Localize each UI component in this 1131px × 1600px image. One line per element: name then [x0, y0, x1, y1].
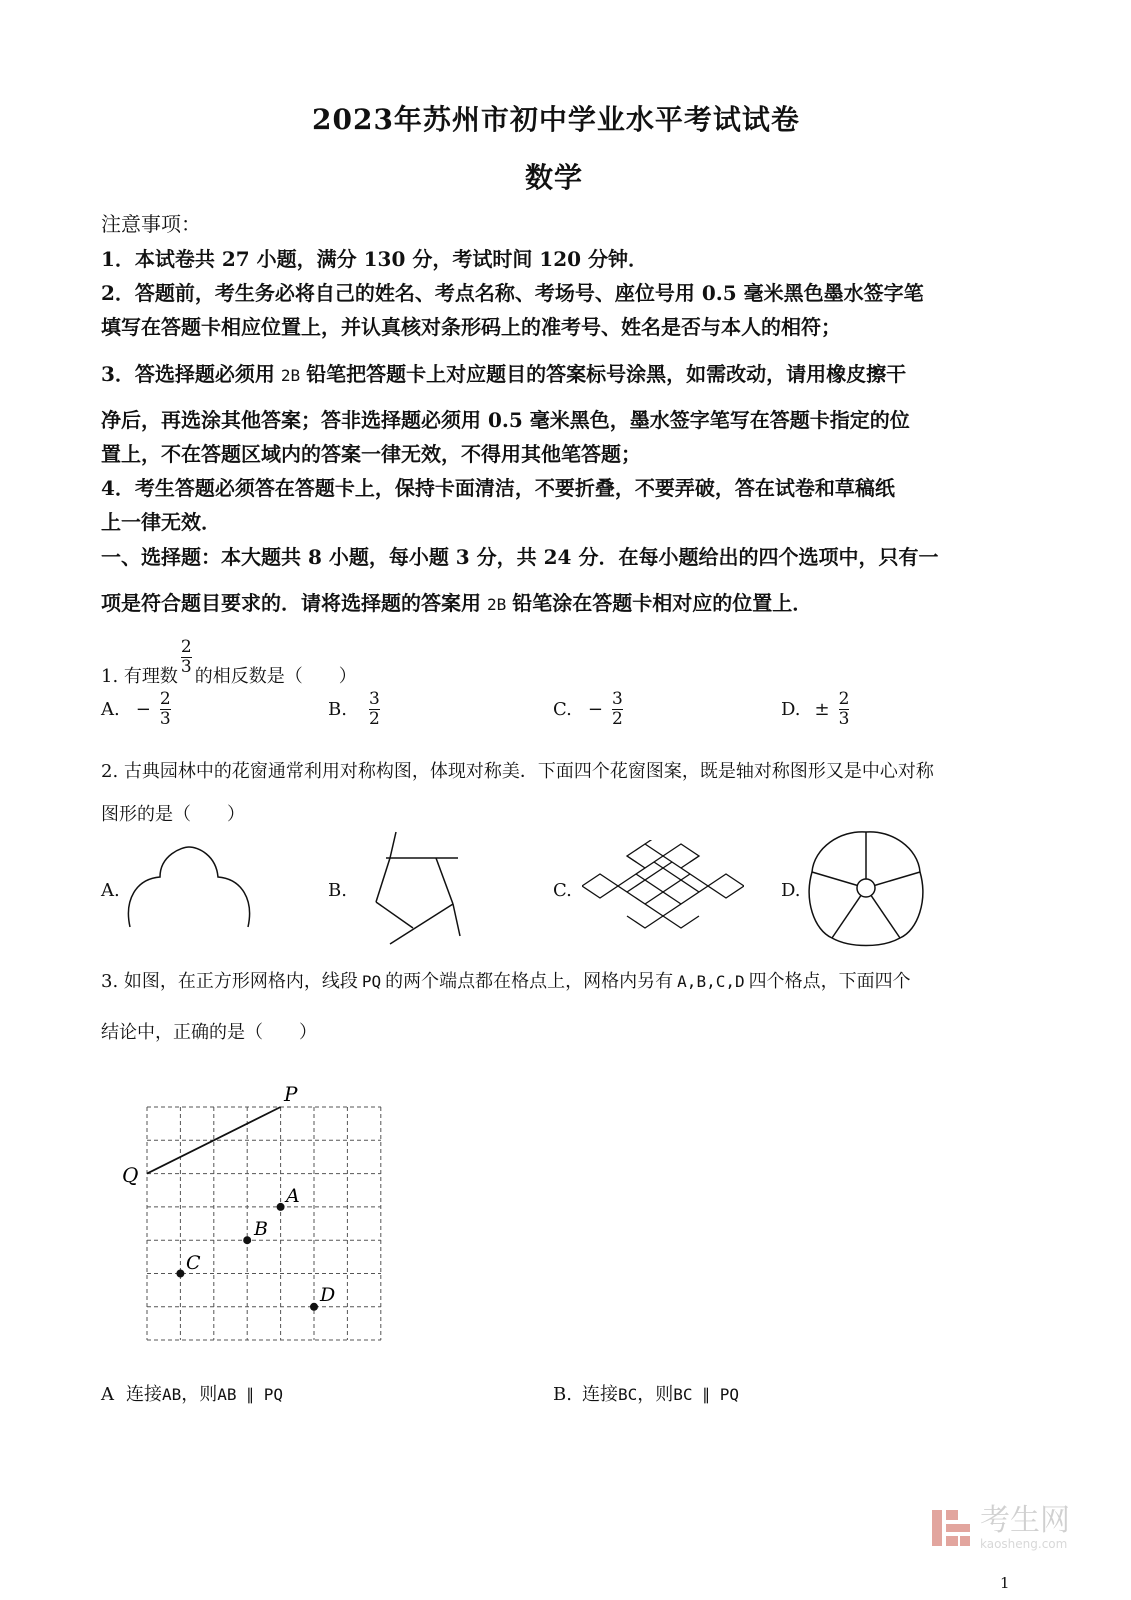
q1-suffix: 的相反数是（ ）	[194, 666, 357, 687]
q2-option-d-label[interactable]: D.	[781, 880, 801, 901]
q1-option-c-sign: −	[587, 699, 603, 720]
exam-title: 2023年苏州市初中学业水平考试试卷	[312, 103, 800, 136]
q3-option-b[interactable]	[553, 1380, 739, 1406]
q3-option-b-text: 连接	[581, 1384, 618, 1405]
q3-option-a[interactable]	[101, 1380, 283, 1406]
q1-option-b[interactable]	[328, 690, 383, 729]
q2-option-c-label[interactable]: C.	[553, 880, 572, 901]
q1-option-c-frac	[612, 690, 623, 729]
q3-grid-figure	[110, 1075, 400, 1350]
q1-option-d-num: 2	[838, 689, 850, 709]
watermark-url: kaosheng.com	[980, 1537, 1068, 1551]
watermark-logo-icon	[930, 1506, 974, 1550]
q2-option-a-label[interactable]: A.	[101, 880, 120, 901]
q3-point-a	[277, 1203, 285, 1211]
q3-option-b-label: B.	[553, 1384, 572, 1405]
pencil-label: 2B	[280, 366, 301, 385]
section1-line2a: 项是符合题目要求的．请将选择题的答案用	[101, 591, 481, 615]
q1-option-a-den: 3	[159, 709, 171, 729]
q1-option-b-frac	[369, 690, 380, 729]
q1-option-a[interactable]	[101, 690, 174, 729]
notice-line-5: 净后，再选涂其他答案；答非选择题必须用 0.5 毫米黑色，墨水签字笔写在答题卡指定的位	[101, 408, 910, 432]
q1-prefix: 1. 有理数	[101, 666, 178, 687]
q2-figure-d	[806, 830, 926, 948]
q2-line2: 图形的是（ ）	[101, 804, 245, 825]
section1-line1: 一、选择题：本大题共 8 小题，每小题 3 分，共 24 分．在每小题给出的四个选项中，只有一	[101, 545, 939, 569]
q3-option-b-then: ，则	[637, 1384, 674, 1405]
q3-option-a-seg: AB	[162, 1385, 182, 1404]
q1-fraction	[181, 638, 192, 677]
section1-line2b: 铅笔涂在答题卡相对应的位置上．	[512, 591, 813, 615]
subject-title: 数学	[525, 161, 584, 194]
q3-option-a-text: 连接	[126, 1384, 162, 1405]
notice-line-7: 4．考生答题必须答在答题卡上，保持卡面清洁，不要折叠，不要弄破，答在试卷和草稿纸	[101, 476, 895, 500]
q1-option-c[interactable]	[553, 690, 626, 729]
q2-line1: 2. 古典园林中的花窗通常利用对称构图，体现对称美．下面四个花窗图案，既是轴对称图形又是中心对称	[101, 761, 934, 782]
q3-option-b-rel: BC ∥ PQ	[673, 1385, 740, 1404]
q1-option-b-num: 3	[368, 689, 380, 709]
q1-option-d-sign: ±	[814, 699, 830, 720]
q1-option-d-den: 3	[838, 709, 850, 729]
q3-pq: PQ	[361, 972, 382, 991]
watermark	[930, 1505, 1070, 1551]
notice-line-3: 填写在答题卡相应位置上，并认真核对条形码上的准考号、姓名是否与本人的相符；	[101, 315, 841, 339]
watermark-cn: 考生网	[980, 1503, 1070, 1538]
q3-label-a: A	[286, 1185, 300, 1207]
q3-point-c	[176, 1270, 184, 1278]
q3-point-b	[243, 1236, 251, 1244]
q3-option-b-seg: BC	[617, 1385, 638, 1404]
q1-option-c-num: 3	[611, 689, 623, 709]
q3-label-b: B	[254, 1218, 268, 1240]
q1-option-b-den: 2	[368, 709, 380, 729]
notice-heading: 注意事项：	[101, 212, 201, 236]
q3-label-c: C	[186, 1252, 201, 1274]
q3-line1a: 3. 如图，在正方形网格内，线段	[101, 971, 358, 992]
q2-option-b-label[interactable]: B.	[328, 880, 347, 901]
q3-label-d: D	[320, 1284, 336, 1306]
q2-figure-a	[122, 845, 257, 930]
q1-option-a-sign: −	[135, 699, 151, 720]
q2-figure-c	[582, 840, 744, 932]
q1-option-d[interactable]	[781, 690, 852, 729]
q1-option-b-label: B.	[328, 699, 347, 720]
notice-line-4b: 铅笔把答题卡上对应题目的答案标号涂黑，如需改动，请用橡皮擦干	[306, 362, 907, 386]
q3-option-a-label: A	[101, 1384, 114, 1405]
q1-num: 2	[180, 636, 192, 657]
q1-option-c-label: C.	[553, 699, 572, 720]
q3-line1	[101, 967, 911, 993]
q3-point-d	[310, 1303, 318, 1311]
q1-option-c-den: 2	[611, 709, 623, 729]
q3-line1b: 的两个端点都在格点上，网格内另有	[385, 971, 674, 992]
notice-line-4a: 3．答选择题必须用	[101, 362, 275, 386]
section1-line2	[101, 587, 812, 616]
q1-option-a-label: A.	[101, 699, 120, 720]
q3-label-p: P	[284, 1082, 298, 1106]
q3-line2: 结论中，正确的是（ ）	[101, 1022, 317, 1043]
q3-points: A,B,C,D	[677, 972, 745, 991]
q3-line1c: 四个格点，下面四个	[748, 971, 911, 992]
q1-den: 3	[180, 656, 192, 677]
notice-line-1: 1．本试卷共 27 小题，满分 130 分，考试时间 120 分钟．	[101, 247, 649, 271]
q1-option-d-frac	[839, 690, 850, 729]
q1-option-d-label: D.	[781, 699, 801, 720]
notice-line-2: 2．答题前，考生务必将自己的姓名、考点名称、考场号、座位号用 0.5 毫米黑色墨水签字笔	[101, 281, 924, 305]
q2-figure-b	[368, 828, 468, 948]
pencil-label-2: 2B	[487, 595, 507, 614]
notice-line-8: 上一律无效．	[101, 510, 221, 534]
q1-option-a-num: 2	[159, 689, 171, 709]
page-number: 1	[1000, 1574, 1010, 1592]
q3-option-a-rel: AB ∥ PQ	[217, 1385, 284, 1404]
notice-line-4	[101, 358, 906, 387]
q3-option-a-then: ，则	[181, 1384, 218, 1405]
q1-option-a-frac	[160, 690, 171, 729]
notice-line-6: 置上，不在答题区域内的答案一律无效，不得用其他笔答题；	[101, 442, 641, 466]
q3-label-q: Q	[122, 1163, 139, 1187]
q1-stem	[101, 632, 357, 688]
